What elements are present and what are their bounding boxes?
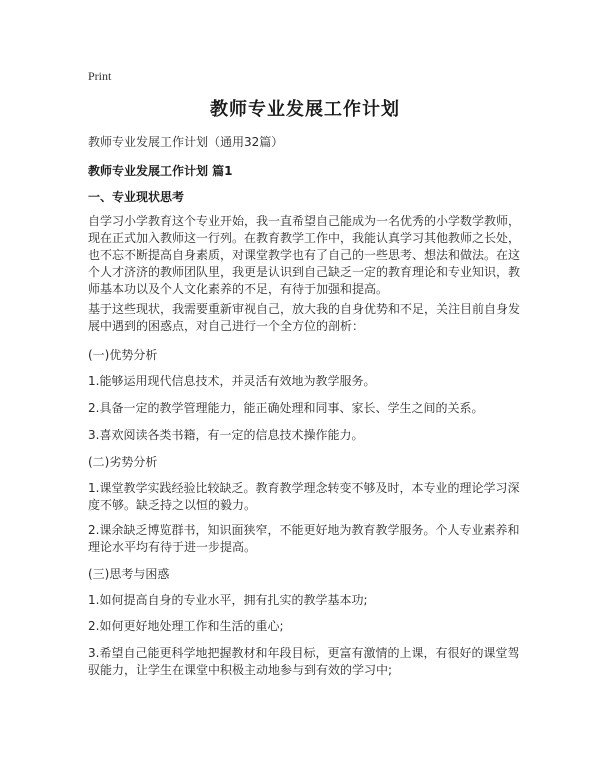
heading-professional-status: 一、专业现状思考 [88, 190, 185, 204]
section-title: 教师专业发展工作计划 篇1 [88, 164, 233, 178]
list-item: 2.具备一定的教学管理能力，能正确处理和同事、家长、学生之间的关系。 [88, 401, 484, 415]
page-title: 教师专业发展工作计划 [210, 99, 400, 120]
list-item: 2.课余缺乏博览群书，知识面狭窄，不能更好地为教育教学服务。个人专业素养和理论水平均有待于进一步提高。 [88, 523, 520, 554]
subheading-thinking: (三)思考与困惑 [88, 567, 170, 581]
print-label[interactable]: Print [88, 69, 112, 83]
subheading-advantages: (一)优势分析 [88, 348, 158, 362]
document-subtitle: 教师专业发展工作计划（通用32篇） [88, 135, 284, 149]
list-item: 2.如何更好地处理工作和生活的重心; [88, 619, 284, 633]
list-item: 1.如何提高自身的专业水平，拥有扎实的教学基本功; [88, 593, 368, 607]
list-item: 3.希望自己能更科学地把握教材和年段目标，更富有激情的上课，有很好的课堂驾驭能力，让学生在课堂中积极主动地参与到有效的学习中; [88, 646, 520, 677]
paragraph: 自学习小学教育这个专业开始，我一直希望自己能成为一名优秀的小学数学教师，现在正式加入教师这一行列。在教育教学工作中，我能认真学习其他教师之长处，也不忘不断提高自身素质，对课堂教学也有了自己的一些思考、想法和做法。在这个人才济济的教师团队里，我更是认识到自己缺乏一定的教育理论和专业知识，教师基本功以及个人文化素养的不足，有待于加强和提高。 [88, 214, 521, 296]
list-item: 1.课堂教学实践经验比较缺乏。教育教学理念转变不够及时，本专业的理论学习深度不够。缺乏持之以恒的毅力。 [88, 481, 520, 512]
list-item: 1.能够运用现代信息技术，并灵活有效地为教学服务。 [88, 374, 376, 388]
list-item: 3.喜欢阅读各类书籍，有一定的信息技术操作能力。 [88, 428, 364, 442]
paragraph: 基于这些现状，我需要重新审视自己，放大我的自身优势和不足，关注目前自身发展中遇到的困惑点，对自己进行一个全方位的剖析： [88, 302, 521, 333]
subheading-disadvantages: (二)劣势分析 [88, 455, 158, 469]
